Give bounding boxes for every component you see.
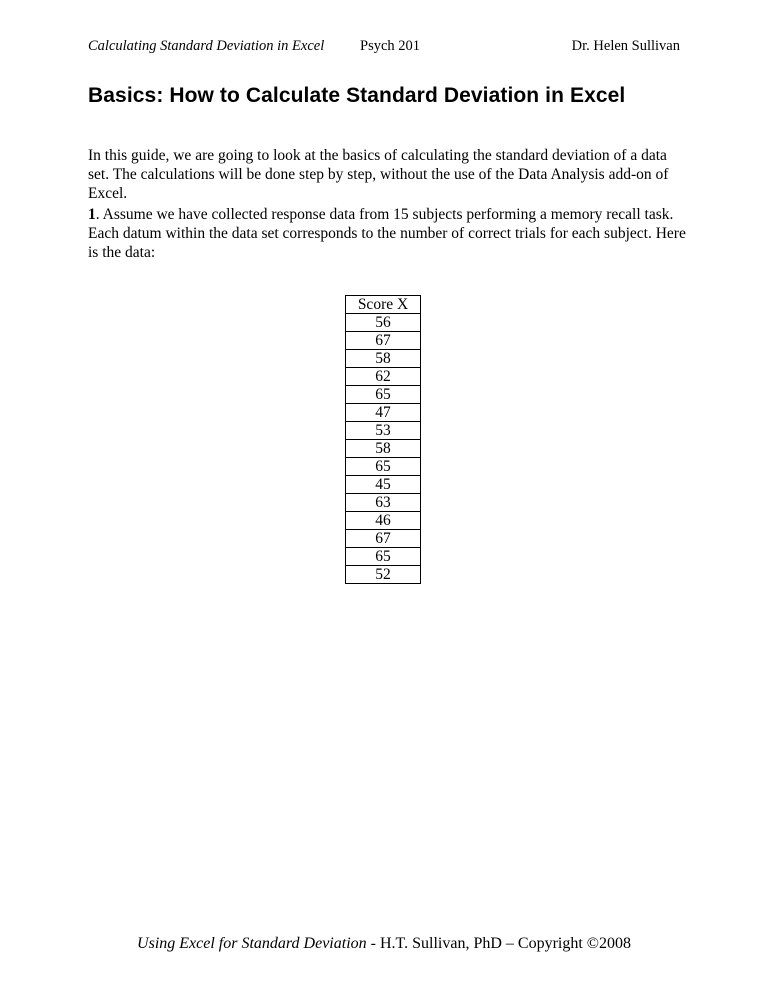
header-course-topic: Calculating Standard Deviation in Excel	[88, 38, 325, 54]
table-row	[346, 476, 421, 494]
score-cell: 62	[346, 368, 421, 386]
table-row	[346, 494, 421, 512]
score-cell: 45	[346, 476, 421, 494]
header-course-code: Psych 201	[360, 38, 421, 54]
footer-doc-title: Using Excel for Standard Deviation	[137, 935, 367, 952]
score-cell: 65	[346, 386, 421, 404]
score-cell: 47	[346, 404, 421, 422]
score-table	[345, 295, 421, 584]
score-cell: 53	[346, 422, 421, 440]
score-cell: 52	[346, 566, 421, 584]
score-cell: 58	[346, 440, 421, 458]
intro-paragraph: In this guide, we are going to look at the basics of calculating the standard deviation of a data set. The calculations will be done step by step, without the use of the Data Analysis add-on of Excel.	[88, 147, 669, 202]
score-cell: 63	[346, 494, 421, 512]
step-number: 1	[88, 206, 96, 223]
score-cell: 56	[346, 314, 421, 332]
table-row	[346, 566, 421, 584]
header-author: Dr. Helen Sullivan	[571, 38, 680, 54]
score-cell: 46	[346, 512, 421, 530]
table-row	[346, 350, 421, 368]
step-1-paragraph	[88, 205, 688, 262]
table-header-row	[346, 296, 421, 314]
step-text: . Assume we have collected response data from 15 subjects performing a memory recall task. Each datum within the data set corresponds to the number of correct trials for each subject. Here is the data:	[88, 206, 686, 261]
score-cell: 67	[346, 530, 421, 548]
table-row	[346, 530, 421, 548]
score-cell: 58	[346, 350, 421, 368]
page-footer	[0, 935, 768, 953]
footer-copyright: - H.T. Sullivan, PhD – Copyright ©2008	[366, 935, 631, 952]
table-row	[346, 332, 421, 350]
page-header	[88, 38, 680, 58]
table-row	[346, 314, 421, 332]
table-row	[346, 422, 421, 440]
table-row	[346, 368, 421, 386]
table-header-cell: Score X	[346, 296, 421, 314]
score-cell: 67	[346, 332, 421, 350]
page-title: Basics: How to Calculate Standard Deviation in Excel	[88, 84, 626, 107]
table-row	[346, 440, 421, 458]
table-row	[346, 386, 421, 404]
table-body	[346, 314, 421, 584]
table-row	[346, 548, 421, 566]
table-row	[346, 404, 421, 422]
score-cell: 65	[346, 458, 421, 476]
score-cell: 65	[346, 548, 421, 566]
table-row	[346, 458, 421, 476]
table-row	[346, 512, 421, 530]
